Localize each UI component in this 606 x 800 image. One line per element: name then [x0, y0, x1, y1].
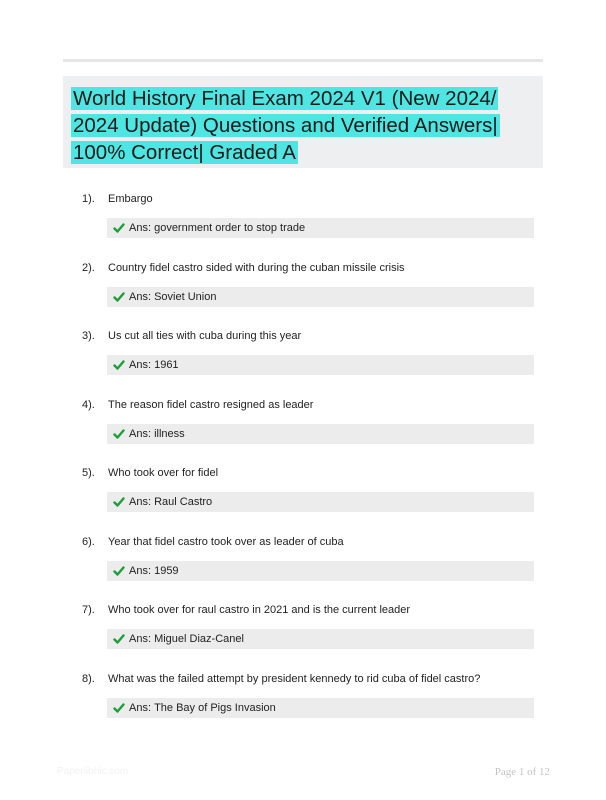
answer-box [107, 287, 534, 307]
question-number: 1). [82, 193, 95, 205]
check-icon [113, 222, 125, 234]
answer-prefix: Ans: [129, 633, 155, 645]
question-text: The reason fidel castro resigned as leader [108, 398, 314, 411]
check-icon [113, 428, 125, 440]
answer-text: 1961 [154, 359, 179, 371]
question-text: Embargo [108, 193, 153, 205]
question-number: 6). [82, 535, 95, 548]
question-number: 5). [82, 467, 95, 479]
check-icon [113, 633, 125, 645]
check-icon [113, 565, 125, 577]
check-icon [113, 359, 125, 371]
answer-box [107, 355, 534, 375]
answer-text: Raul Castro [154, 496, 213, 508]
question-text: Country fidel castro sided with during the cuban missile crisis [108, 261, 405, 274]
answer-text: Miguel Diaz-Canel [154, 633, 244, 645]
answer-box [107, 629, 534, 649]
question-number: 4). [82, 398, 95, 411]
answer-prefix: Ans: [129, 222, 155, 234]
title-panel [63, 76, 543, 168]
question-text: What was the failed attempt by president kennedy to rid cuba of fidel castro? [108, 672, 481, 685]
answer-box [107, 424, 534, 444]
question-text: Us cut all ties with cuba during this year [108, 330, 302, 342]
question-number: 3). [82, 330, 95, 342]
title-line-2: 2024 Update) Questions and Verified Answers| [73, 114, 498, 137]
answer-prefix: Ans: [129, 427, 155, 440]
answer-box [107, 698, 534, 718]
answer-text: government order to stop trade [154, 222, 306, 234]
answer-prefix: Ans: [129, 496, 155, 508]
answer-prefix: Ans: [129, 701, 155, 714]
title-line-3: 100% Correct| Graded A [73, 141, 296, 164]
answer-box [107, 492, 534, 512]
question-number: 8). [82, 672, 95, 685]
page-indicator: Page 1 of 12 [494, 766, 550, 778]
answer-prefix: Ans: [129, 290, 155, 303]
answer-prefix: Ans: [129, 359, 155, 371]
question-number: 7). [82, 604, 95, 616]
answer-text: 1959 [154, 564, 179, 577]
answer-text: The Bay of Pigs Invasion [154, 701, 276, 714]
footer-watermark: Paperlibhic.com [57, 766, 129, 777]
answer-box [107, 561, 534, 581]
title-line-1: World History Final Exam 2024 V1 (New 2024/ [73, 87, 497, 110]
top-divider [63, 59, 543, 62]
check-icon [113, 496, 125, 508]
answer-prefix: Ans: [129, 564, 155, 577]
question-number: 2). [82, 261, 95, 274]
answer-box [107, 218, 534, 238]
question-text: Year that fidel castro took over as leader of cuba [108, 535, 344, 548]
document-title [71, 85, 543, 166]
answer-text: Soviet Union [154, 290, 217, 303]
question-text: Who took over for fidel [108, 467, 219, 479]
answer-text: illness [154, 427, 185, 440]
check-icon [113, 702, 125, 714]
check-icon [113, 291, 125, 303]
question-text: Who took over for raul castro in 2021 and is the current leader [108, 604, 411, 616]
